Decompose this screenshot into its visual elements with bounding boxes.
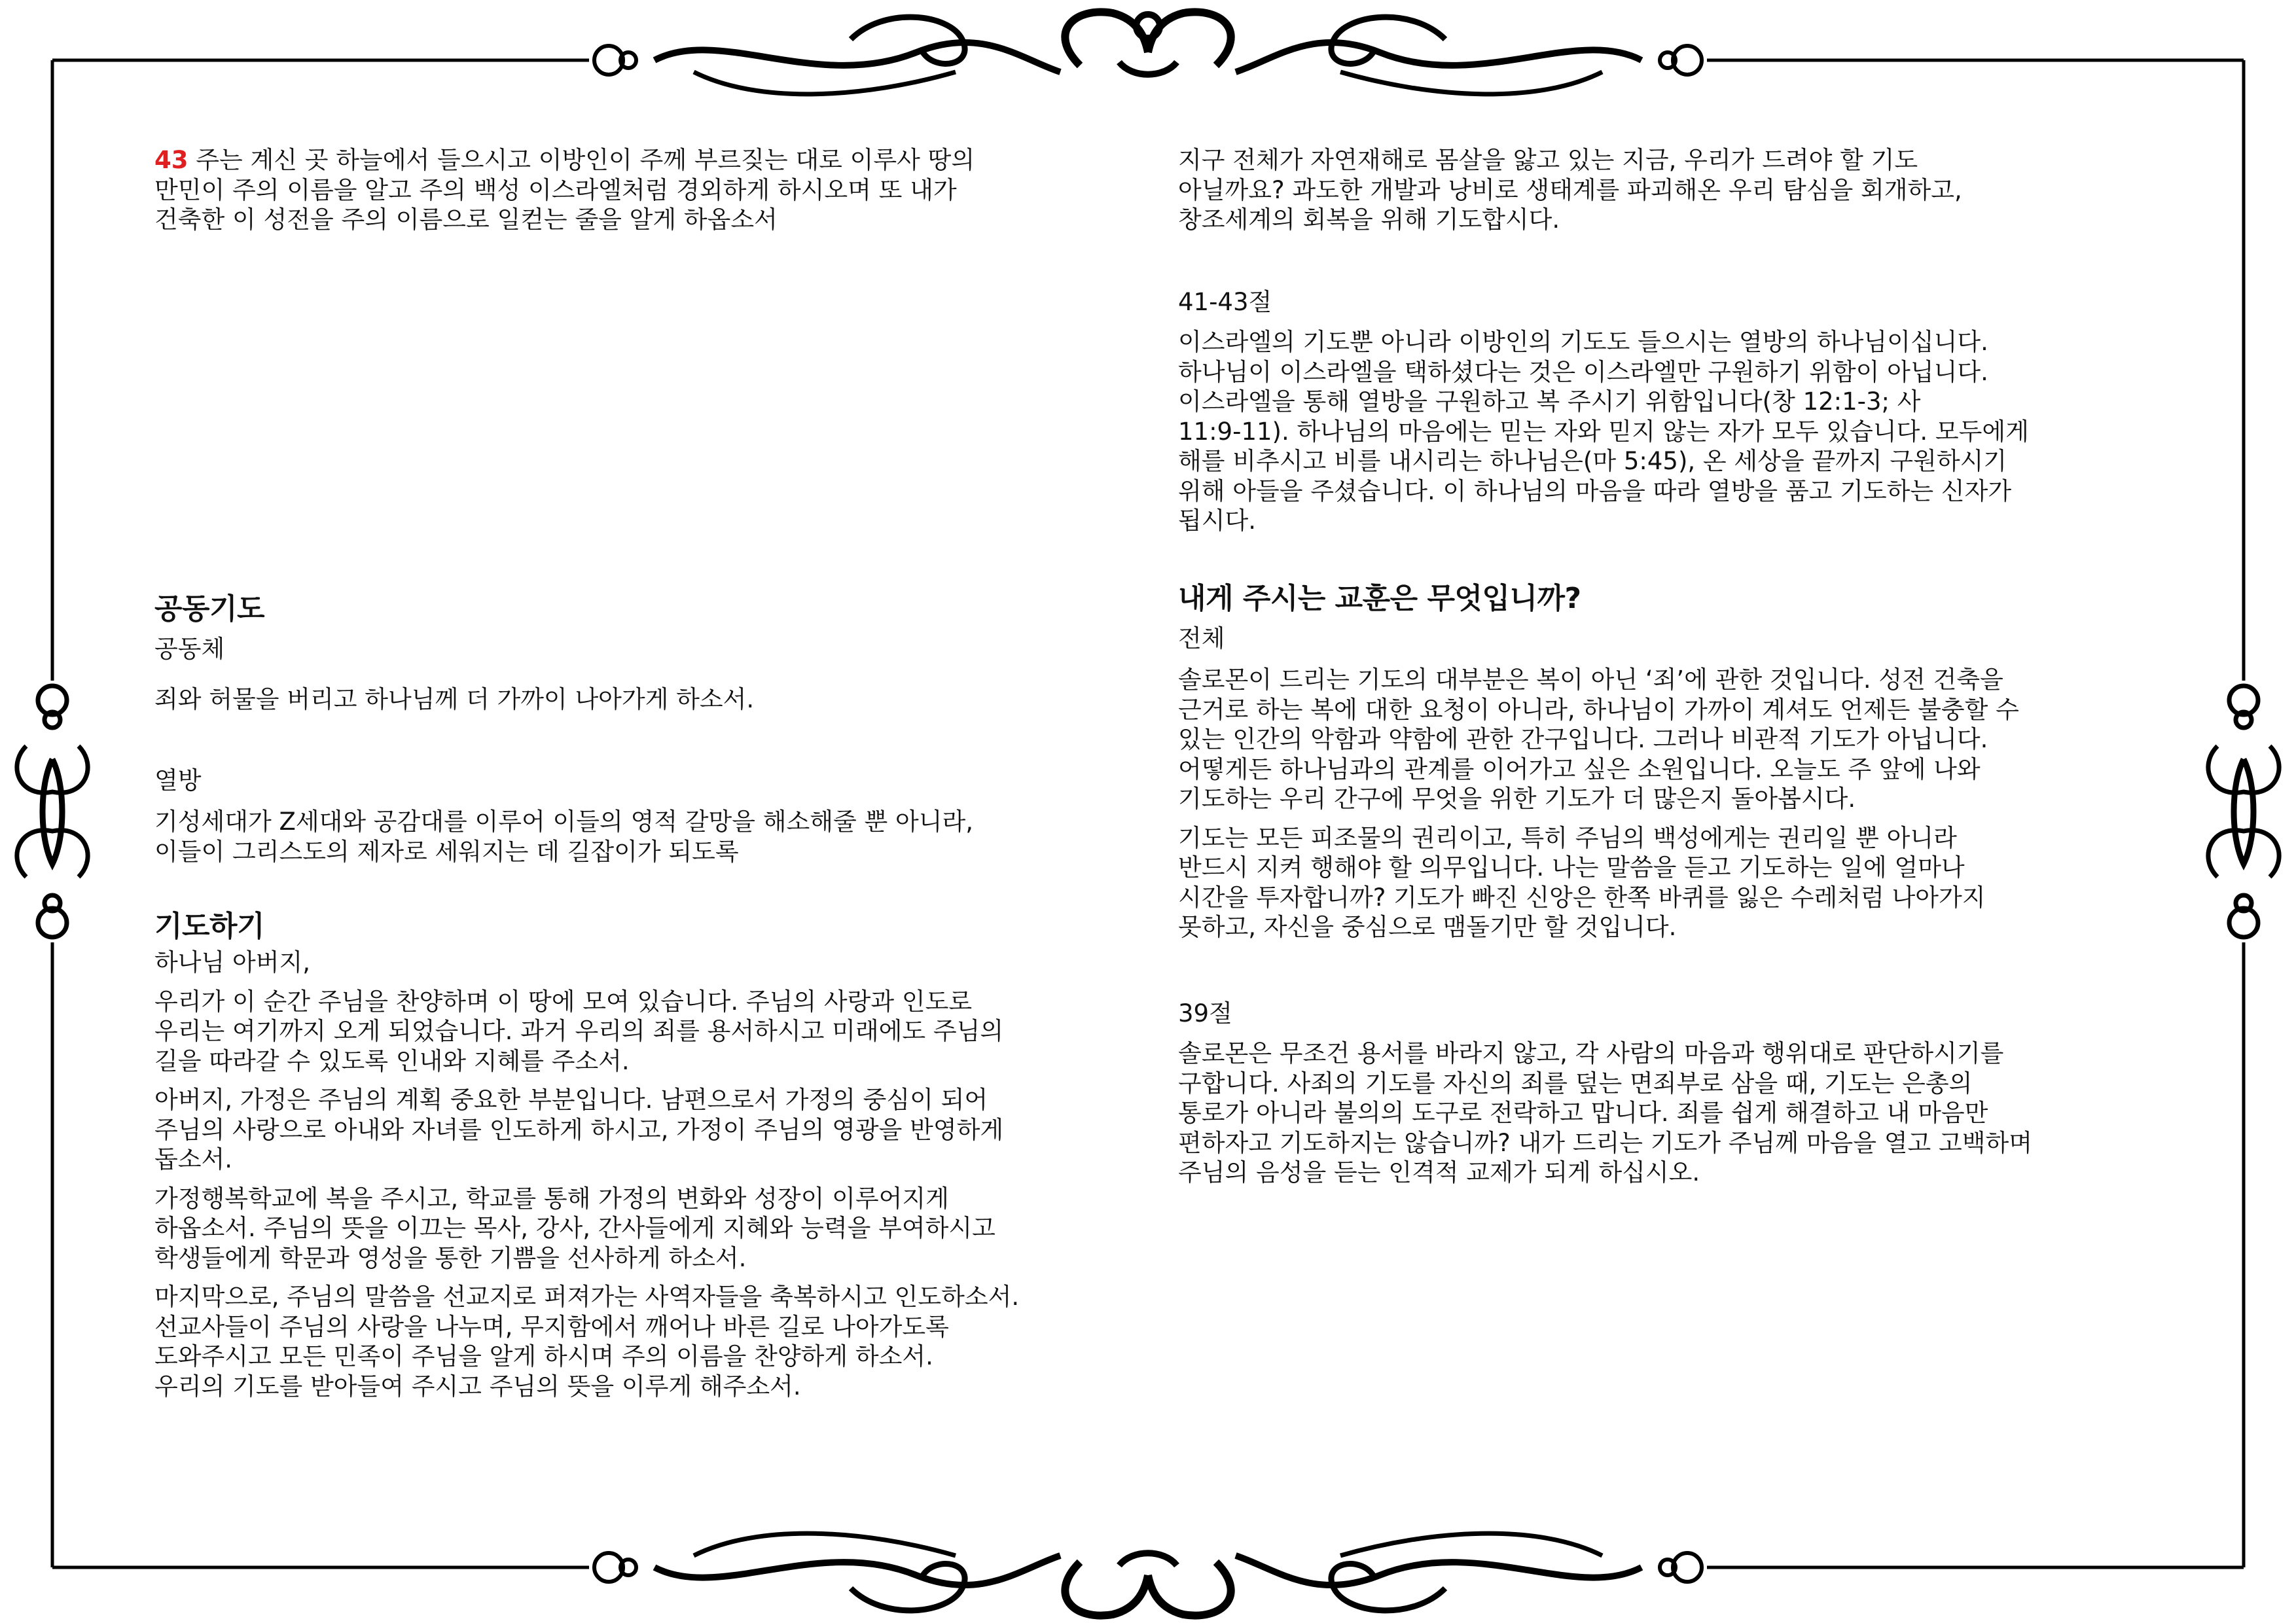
prayer-line: 주님의 사랑으로 아내와 자녀를 인도하게 하시고, 가정이 주님의 영광을 반영하게 <box>154 1115 1004 1144</box>
lesson-line: 편하자고 기도하지는 않습니까? 내가 드리는 기도가 주님께 마음을 열고 고백하며 <box>1178 1128 2032 1157</box>
praying-heading: 기도하기 <box>154 910 265 943</box>
prayer-line: 도와주시고 모든 민족이 주님을 알게 하시며 주의 이름을 찬양하게 하소서. <box>154 1342 933 1370</box>
community-label: 공동체 <box>154 634 225 663</box>
verse-39-label: 39절 <box>1178 999 1232 1027</box>
verse-line: 건축한 이 성전을 주의 이름으로 일컫는 줄을 알게 하옵소서 <box>154 205 778 234</box>
common-prayer-heading: 공동기도 <box>154 592 265 626</box>
commentary-line: 하나님이 이스라엘을 택하셨다는 것은 이스라엘만 구원하기 위함이 아닙니다. <box>1178 357 1988 386</box>
lesson-line: 근거로 하는 복에 대한 요청이 아니라, 하나님이 가까이 계셔도 언제든 불충할 수 <box>1178 695 2019 724</box>
lesson-line: 솔로몬은 무조건 용서를 바라지 않고, 각 사람의 마음과 행위대로 판단하시기를 <box>1178 1039 2004 1067</box>
intro-line: 아닐까요? 과도한 개발과 낭비로 생태계를 파괴해온 우리 탐심을 회개하고, <box>1178 175 1962 204</box>
prayer-line: 마지막으로, 주님의 말씀을 선교지로 퍼져가는 사역자들을 축복하시고 인도하소서. <box>154 1283 1020 1311</box>
lesson-line: 기도하는 우리 간구에 무엇을 위한 기도가 더 많은지 돌아봅시다. <box>1178 785 1856 813</box>
verses-41-43-label: 41-43절 <box>1178 287 1272 316</box>
commentary-line: 해를 비추시고 비를 내시리는 하나님은(마 5:45), 온 세상을 끝까지 구원하시기 <box>1178 447 2007 475</box>
verse-line: 주는 계신 곳 하늘에서 들으시고 이방인이 주께 부르짖는 대로 이루사 땅의 <box>196 146 975 174</box>
lesson-paragraph <box>1178 665 2147 814</box>
top-ornament <box>594 12 1702 94</box>
intro-paragraph <box>1178 145 2147 235</box>
prayer-line: 우리가 이 순간 주님을 찬양하며 이 땅에 모여 있습니다. 주님의 사랑과 인도로 <box>154 987 973 1016</box>
lesson-line: 통로가 아니라 불의의 도구로 전락하고 맙니다. 죄를 쉽게 해결하고 내 마음만 <box>1178 1099 1988 1127</box>
intro-line: 지구 전체가 자연재해로 몸살을 앓고 있는 지금, 우리가 드려야 할 기도 <box>1178 146 1918 174</box>
right-column <box>1178 145 2147 1188</box>
lesson-line: 구합니다. 사죄의 기도를 자신의 죄를 덮는 면죄부로 삼을 때, 기도는 은총의 <box>1178 1069 1973 1097</box>
lesson-section <box>1178 580 2147 1188</box>
nations-line: 기성세대가 Z세대와 공감대를 이루어 이들의 영적 갈망을 해소해줄 뿐 아니라, <box>154 808 973 836</box>
commentary-line: 이스라엘을 통해 열방을 구원하고 복 주시기 위함입니다(창 12:1-3; 사 <box>1178 387 1921 416</box>
lesson-line: 솔로몬이 드리는 기도의 대부분은 복이 아닌 ‘죄’에 관한 것입니다. 성전 건축을 <box>1178 666 2003 694</box>
lesson-line: 못하고, 자신을 중심으로 맴돌기만 할 것입니다. <box>1178 913 1677 941</box>
prayer-line: 우리는 여기까지 오게 되었습니다. 과거 우리의 죄를 용서하시고 미래에도 주님의 <box>154 1017 1004 1045</box>
prayer-paragraph <box>154 1184 1123 1274</box>
lesson-line: 있는 인간의 악함과 약함에 관한 간구입니다. 그러나 비관적 기도가 아닙니다. <box>1178 725 1988 753</box>
prayer-line: 길을 따라갈 수 있도록 인내와 지혜를 주소서. <box>154 1046 630 1075</box>
prayer-line: 학생들에게 학문과 영성을 통한 기쁨을 선사하게 하소서. <box>154 1243 747 1272</box>
commentary-line: 이스라엘의 기도뿐 아니라 이방인의 기도도 들으시는 열방의 하나님이십니다. <box>1178 328 1988 356</box>
prayer-line: 가정행복학교에 복을 주시고, 학교를 통해 가정의 변화와 성장이 이루어지게 <box>154 1184 949 1213</box>
lesson-heading: 내게 주시는 교훈은 무엇입니까? <box>1178 581 1581 615</box>
prayer-line: 선교사들이 주님의 사랑을 나누며, 무지함에서 깨어나 바른 길로 나아가도록 <box>154 1312 949 1341</box>
commentary-line: 됩시다. <box>1178 507 1256 535</box>
prayer-line: 돕소서. <box>154 1145 232 1173</box>
nations-label: 열방 <box>154 766 202 794</box>
verse-39-paragraph <box>1178 1039 2147 1188</box>
verse-43 <box>154 145 1123 235</box>
praying-section <box>154 908 1123 1401</box>
left-ornament <box>17 686 88 937</box>
lesson-line: 주님의 음성을 듣는 인격적 교제가 되게 하십시오. <box>1178 1158 1700 1186</box>
lesson-line: 기도는 모든 피조물의 권리이고, 특히 주님의 백성에게는 권리일 뿐 아니라 <box>1178 823 1957 852</box>
commentary-line: 11:9-11). 하나님의 마음에는 믿는 자와 믿지 않는 자가 모두 있습니다. 모두에게 <box>1178 417 2029 446</box>
verse-line: 만민이 주의 이름을 알고 주의 백성 이스라엘처럼 경외하게 하시오며 또 내가 <box>154 175 957 204</box>
prayer-paragraph <box>154 1282 1123 1401</box>
salutation: 하나님 아버지, <box>154 948 310 976</box>
verses-41-43-section <box>1178 287 2147 536</box>
lesson-line: 반드시 지켜 행해야 할 의무입니다. 나는 말씀을 듣고 기도하는 일에 얼마나 <box>1178 853 1965 882</box>
left-column <box>154 145 1123 1401</box>
lesson-line: 어떻게든 하나님과의 관계를 이어가고 싶은 소원입니다. 오늘도 주 앞에 나와 <box>1178 755 1981 783</box>
commentary-line: 위해 아들을 주셨습니다. 이 하나님의 마음을 따라 열방을 품고 기도하는 신자가 <box>1178 476 2012 505</box>
lesson-line: 시간을 투자합니까? 기도가 빠진 신앙은 한쪽 바퀴를 잃은 수레처럼 나아가지 <box>1178 883 1986 912</box>
community-text: 죄와 허물을 버리고 하나님께 더 가까이 나아가게 하소서. <box>154 685 755 713</box>
prayer-paragraph <box>154 987 1123 1077</box>
lesson-paragraph <box>1178 823 2147 942</box>
intro-line: 창조세계의 회복을 위해 기도합시다. <box>1178 205 1560 234</box>
bottom-ornament <box>594 1533 1702 1615</box>
prayer-line: 하옵소서. 주님의 뜻을 이끄는 목사, 강사, 간사들에게 지혜와 능력을 부여하시고 <box>154 1214 996 1242</box>
nations-line: 이들이 그리스도의 제자로 세워지는 데 길잡이가 되도록 <box>154 837 739 866</box>
prayer-line: 아버지, 가정은 주님의 계획 중요한 부분입니다. 남편으로서 가정의 중심이 되어 <box>154 1086 988 1114</box>
common-prayer-section <box>154 591 1123 867</box>
prayer-line: 우리의 기도를 받아들여 주시고 주님의 뜻을 이루게 해주소서. <box>154 1372 801 1400</box>
verse-number: 43 <box>154 146 188 174</box>
right-ornament <box>2208 686 2279 937</box>
prayer-paragraph <box>154 1085 1123 1175</box>
whole-label: 전체 <box>1178 624 1225 652</box>
